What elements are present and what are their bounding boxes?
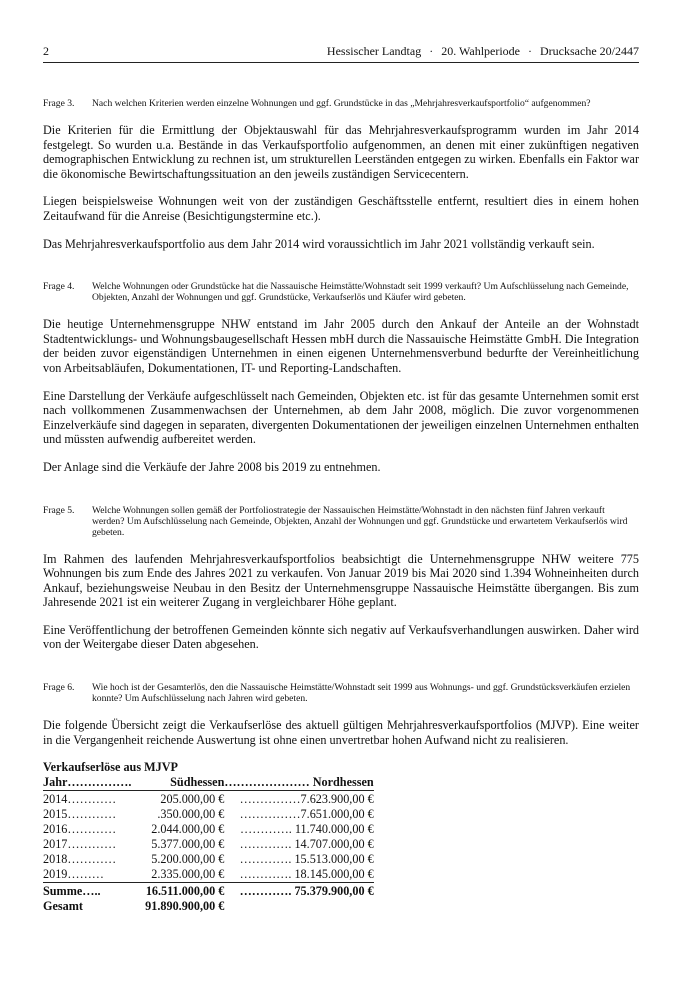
question-text: Welche Wohnungen oder Grundstücke hat die Nassauische Heimstätte/Wohnstadt seit 1999 verkauft? Um Aufschlüsselung nach Gemeinde, Objekten, Anzahl der Wohnungen und ggf. Grundstücke, Verkaufserlös und Käufer wird gebeten.: [92, 281, 629, 304]
answer-paragraph: Liegen beispielsweise Wohnungen weit von der zuständigen Geschäftsstelle entfernt, resultiert dies in einem hohen Zeitaufwand für die Anreise (Besichtigungstermine etc.).: [43, 194, 639, 223]
cell-suedhessen: 5.377.000,00 €: [151, 837, 225, 852]
table-total-row: [43, 899, 374, 914]
sum-suedhessen: 16.511.000,00 €: [145, 884, 225, 899]
question-text: Nach welchen Kriterien werden einzelne Wohnungen und ggf. Grundstücke in das „Mehrjahresverkaufsportfolio“ aufgenommen?: [92, 98, 591, 109]
separator-dot: ·: [429, 44, 434, 58]
question-text: Welche Wohnungen sollen gemäß der Portfoliostrategie der Nassauischen Heimstätte/Wohnstadt in den nächsten fünf Jahren verkauft werden? Um Aufschlüsselung nach Gemeinde, Objekten, Anzahl der Wohnungen und ggf. Grundstücke und erwartetem Verkaufserlös wird gebeten.: [92, 504, 628, 538]
header-nordhessen: ………………… Nordhessen: [224, 775, 374, 790]
cell-year: 2019………: [43, 867, 104, 882]
table-row: [43, 792, 374, 807]
question-6: [43, 682, 639, 704]
table-row: [43, 852, 374, 867]
total-value: 91.890.900,00 €: [145, 899, 225, 914]
answer-paragraph: Die heutige Unternehmensgruppe NHW entstand im Jahr 2005 durch den Ankauf der Anteile an der Wohnstadt Stadtentwicklungs- und Wohnungsbaugesellschaft Hessen mbH durch die Nassauische Heimstätte GmbH. Die Integration der beiden zuvor eigenständigen Unternehmen in einen eigenen Unternehmensverbund bedurfte der Vereinheitlichung von Arbeitsabläufen, Dokumentationen, IT- und Reporting-Landschaften.: [43, 317, 639, 375]
cell-suedhessen: 5.200.000,00 €: [151, 852, 225, 867]
cell-year: 2014…………: [43, 792, 117, 807]
question-3: [43, 98, 639, 109]
cell-year: 2015…………: [43, 807, 117, 822]
cell-suedhessen: 2.044.000,00 €: [151, 822, 225, 837]
question-label: Frage 3.: [43, 98, 75, 109]
separator-dot: ·: [528, 44, 533, 58]
total-label: Gesamt: [43, 899, 83, 914]
answer-paragraph: Der Anlage sind die Verkäufe der Jahre 2008 bis 2019 zu entnehmen.: [43, 459, 381, 474]
answer-paragraph: Die folgende Übersicht zeigt die Verkaufserlöse des aktuell gültigen Mehrjahresverkaufsportfolios (MJVP). Eine weiter in die Vergangenheit reichende Auswertung ist ohne einen unvertretbar hohen Aufwand nicht zu realisieren.: [43, 718, 639, 747]
cell-nordhessen: …………. 11.740.000,00 €: [240, 822, 374, 837]
table-row: [43, 837, 374, 852]
answer-paragraph: Eine Veröffentlichung der betroffenen Gemeinden könnte sich negativ auf Verkaufsverhandlungen auswirken. Daher wird von der Weitergabe dieser Daten abgesehen.: [43, 622, 639, 652]
question-text: Wie hoch ist der Gesamterlös, den die Nassauische Heimstätte/Wohnstadt seit 1999 aus Wohnungs- und ggf. Grundstücksverkäufen erzielen konnte? Um Aufschlüsselung nach Jahren wird gebeten.: [92, 682, 631, 705]
cell-nordhessen: …………. 15.513.000,00 €: [239, 852, 374, 867]
sum-nordhessen: …………. 75.379.900,00 €: [239, 884, 374, 899]
page-number: 2: [43, 44, 49, 58]
sum-label: Summe…..: [43, 884, 101, 899]
table-row: [43, 867, 374, 883]
cell-nordhessen: …………. 14.707.000,00 €: [239, 837, 374, 852]
question-label: Frage 6.: [43, 682, 75, 694]
running-title: [327, 44, 639, 59]
cell-nordhessen: ……………7.623.900,00 €: [239, 792, 374, 807]
table-sum-row: [43, 884, 374, 899]
cell-suedhessen: 205.000,00 €: [160, 792, 225, 807]
table-row: [43, 807, 374, 822]
period: 20. Wahlperiode: [441, 44, 521, 58]
table-row: [43, 822, 374, 837]
cell-suedhessen: .350.000,00 €: [157, 807, 225, 822]
running-header: [43, 44, 639, 63]
question-5: [43, 505, 639, 538]
sales-table: [43, 775, 374, 914]
answer-paragraph: Das Mehrjahresverkaufsportfolio aus dem Jahr 2014 wird voraussichtlich im Jahr 2021 vollständig verkauft sein.: [43, 236, 595, 251]
document-number: Drucksache 20/2447: [540, 44, 639, 58]
question-4: [43, 281, 639, 303]
cell-suedhessen: 2.335.000,00 €: [151, 867, 225, 882]
cell-year: 2018…………: [43, 852, 117, 867]
table-title: Verkaufserlöse aus MJVP: [43, 760, 178, 775]
cell-nordhessen: …………. 18.145.000,00 €: [239, 867, 374, 882]
table-header-row: [43, 775, 374, 791]
answer-paragraph: Eine Darstellung der Verkäufe aufgeschlüsselt nach Gemeinden, Objekten etc. ist für das gesamte Unternehmen somit erst nach vollkommenen Zusammenwachsen der Unternehmen, ab dem Jahr 2008, möglich. Die zuvor vorgenommenen Einzelverkäufe sind dagegen in separaten, divergenten Dokumentationen der jeweiligen einzelnen Unternehmen enthalten und müssten aufwendig aufbereitet werden.: [43, 388, 639, 447]
cell-nordhessen: ……………7.651.000,00 €: [239, 807, 374, 822]
page-content: [43, 98, 639, 914]
cell-year: 2016…………: [43, 822, 117, 837]
header-year: Jahr…………….: [43, 775, 132, 790]
question-label: Frage 4.: [43, 281, 75, 293]
answer-paragraph: Im Rahmen des laufenden Mehrjahresverkaufsportfolios beabsichtigt die Unternehmensgruppe NHW weitere 775 Wohnungen bis zum Ende des Jahres 2021 zu verkaufen. Von Januar 2019 bis Mai 2020 sind 1.394 Wohneinheiten durch Ankauf, beziehungsweise Neubau in den Besitz der Unternehmensgruppe Nassauische Heimstätte übergangen. Bis zum Jahresende 2021 ist ein weiterer Zugang in vergleichbarer Höhe geplant.: [43, 551, 639, 610]
header-suedhessen: Südhessen: [170, 775, 225, 790]
cell-year: 2017…………: [43, 837, 117, 852]
answer-paragraph: Die Kriterien für die Ermittlung der Objektauswahl für das Mehrjahresverkaufsprogramm wurden im Jahr 2014 festgelegt. So wurden u.a. Bestände in das Verkaufsportfolio aufgenommen, an denen mit einer zukünftigen negativen demographischen Entwicklung zu rechnen ist, um strukturellen Leerständen entgegen zu wirken. Ebenfalls ein Faktor war die ökonomische Bewirtschaftungssituation an den jeweils zuständigen Servicecentern.: [43, 123, 639, 181]
publisher: Hessischer Landtag: [326, 44, 422, 58]
question-label: Frage 5.: [43, 504, 75, 516]
